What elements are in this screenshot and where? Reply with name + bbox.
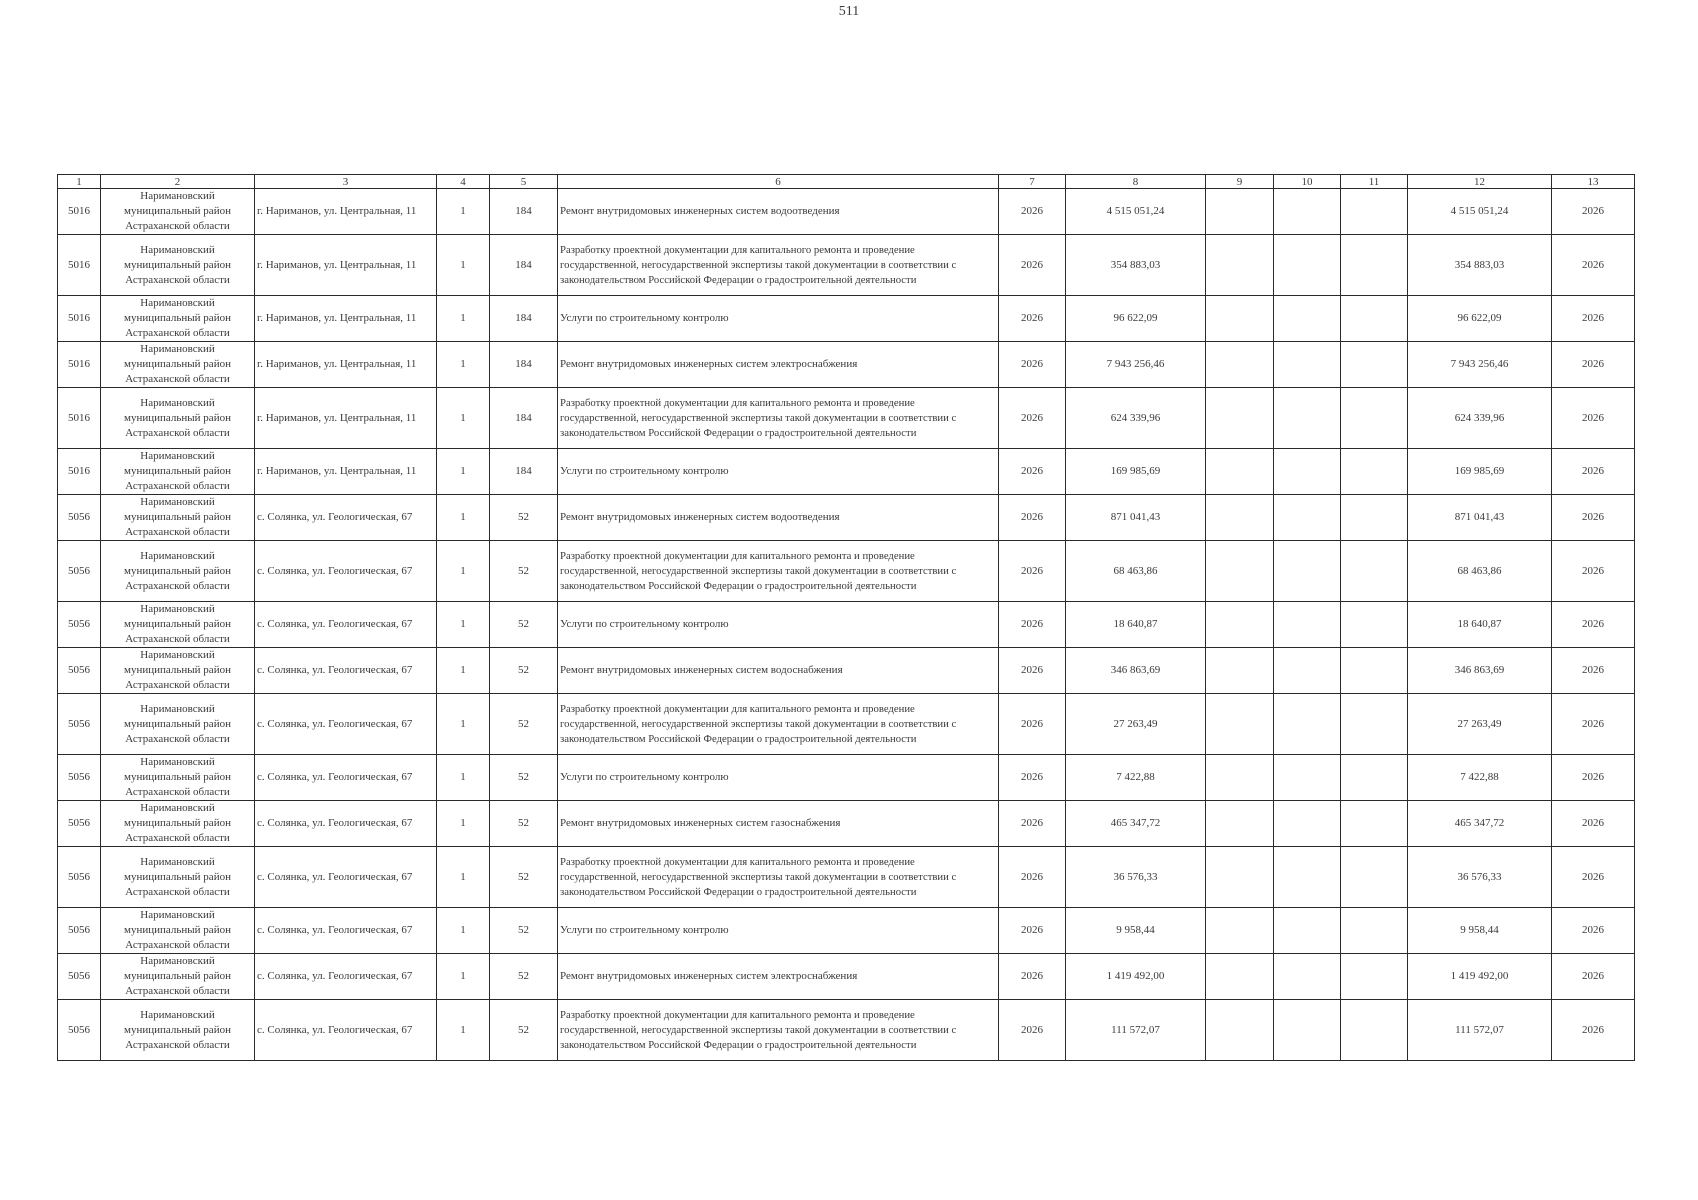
- col-10-cell: [1274, 847, 1341, 908]
- municipality-cell: Наримановский муниципальный район Астраханской области: [101, 342, 255, 388]
- cost-cell: 624 339,96: [1066, 388, 1206, 449]
- municipality-cell: Наримановский муниципальный район Астраханской области: [101, 908, 255, 954]
- col-11-cell: [1341, 954, 1408, 1000]
- table-row: [58, 495, 1635, 541]
- col-11-cell: [1341, 541, 1408, 602]
- house-id-cell: 5056: [58, 847, 101, 908]
- column-number: 8: [1066, 175, 1206, 189]
- year-cell: 2026: [999, 847, 1066, 908]
- col-10-cell: [1274, 954, 1341, 1000]
- year-cell: 2026: [999, 388, 1066, 449]
- col-10-cell: [1274, 189, 1341, 235]
- house-id-cell: 5016: [58, 342, 101, 388]
- col-9-cell: [1206, 495, 1274, 541]
- col-9-cell: [1206, 755, 1274, 801]
- col-4-cell: 1: [437, 1000, 490, 1061]
- col-11-cell: [1341, 908, 1408, 954]
- col-5-cell: 52: [490, 495, 558, 541]
- municipality-cell: Наримановский муниципальный район Астраханской области: [101, 954, 255, 1000]
- table-row: [58, 342, 1635, 388]
- col-4-cell: 1: [437, 755, 490, 801]
- col-5-cell: 52: [490, 602, 558, 648]
- municipality-cell: Наримановский муниципальный район Астраханской области: [101, 1000, 255, 1061]
- col-11-cell: [1341, 388, 1408, 449]
- work-type-cell: Ремонт внутридомовых инженерных систем электроснабжения: [558, 954, 999, 1000]
- column-number-row: [58, 175, 1635, 189]
- column-number: 5: [490, 175, 558, 189]
- completion-year-cell: 2026: [1552, 541, 1635, 602]
- completion-year-cell: 2026: [1552, 908, 1635, 954]
- cost-cell: 346 863,69: [1066, 648, 1206, 694]
- table-row: [58, 908, 1635, 954]
- col-10-cell: [1274, 908, 1341, 954]
- col-4-cell: 1: [437, 388, 490, 449]
- address-cell: г. Нариманов, ул. Центральная, 11: [255, 296, 437, 342]
- year-cell: 2026: [999, 648, 1066, 694]
- col-11-cell: [1341, 801, 1408, 847]
- completion-year-cell: 2026: [1552, 694, 1635, 755]
- cost-cell: 111 572,07: [1066, 1000, 1206, 1061]
- address-cell: с. Солянка, ул. Геологическая, 67: [255, 495, 437, 541]
- col-5-cell: 52: [490, 954, 558, 1000]
- col-4-cell: 1: [437, 541, 490, 602]
- year-cell: 2026: [999, 908, 1066, 954]
- col-5-cell: 52: [490, 908, 558, 954]
- address-cell: с. Солянка, ул. Геологическая, 67: [255, 847, 437, 908]
- address-cell: с. Солянка, ул. Геологическая, 67: [255, 954, 437, 1000]
- col-5-cell: 52: [490, 648, 558, 694]
- table-row: [58, 801, 1635, 847]
- table-row: [58, 189, 1635, 235]
- year-cell: 2026: [999, 342, 1066, 388]
- work-type-cell: Разработку проектной документации для капитального ремонта и проведение государственной, негосударственной экспертизы такой документации в соответствии с законодательством Российской Федерации о градостроительной деятельности: [558, 694, 999, 755]
- cost-cell: 36 576,33: [1066, 847, 1206, 908]
- col-9-cell: [1206, 388, 1274, 449]
- year-cell: 2026: [999, 801, 1066, 847]
- col-4-cell: 1: [437, 235, 490, 296]
- col-10-cell: [1274, 602, 1341, 648]
- completion-year-cell: 2026: [1552, 648, 1635, 694]
- col-10-cell: [1274, 449, 1341, 495]
- col-4-cell: 1: [437, 342, 490, 388]
- col-9-cell: [1206, 189, 1274, 235]
- col-4-cell: 1: [437, 694, 490, 755]
- address-cell: с. Солянка, ул. Геологическая, 67: [255, 648, 437, 694]
- completion-year-cell: 2026: [1552, 495, 1635, 541]
- col-10-cell: [1274, 801, 1341, 847]
- year-cell: 2026: [999, 296, 1066, 342]
- work-type-cell: Ремонт внутридомовых инженерных систем электроснабжения: [558, 342, 999, 388]
- house-id-cell: 5056: [58, 648, 101, 694]
- col-10-cell: [1274, 648, 1341, 694]
- cost-cell: 7 422,88: [1066, 755, 1206, 801]
- year-cell: 2026: [999, 495, 1066, 541]
- house-id-cell: 5016: [58, 235, 101, 296]
- col-5-cell: 184: [490, 342, 558, 388]
- year-cell: 2026: [999, 954, 1066, 1000]
- column-number: 9: [1206, 175, 1274, 189]
- col-4-cell: 1: [437, 847, 490, 908]
- cost-cell: 871 041,43: [1066, 495, 1206, 541]
- total-cost-cell: 624 339,96: [1408, 388, 1552, 449]
- cost-cell: 27 263,49: [1066, 694, 1206, 755]
- col-9-cell: [1206, 908, 1274, 954]
- work-type-cell: Ремонт внутридомовых инженерных систем водоотведения: [558, 189, 999, 235]
- total-cost-cell: 36 576,33: [1408, 847, 1552, 908]
- completion-year-cell: 2026: [1552, 801, 1635, 847]
- col-5-cell: 184: [490, 449, 558, 495]
- completion-year-cell: 2026: [1552, 755, 1635, 801]
- repair-register-table: [57, 174, 1635, 1061]
- table-row: [58, 694, 1635, 755]
- year-cell: 2026: [999, 694, 1066, 755]
- work-type-cell: Ремонт внутридомовых инженерных систем водоотведения: [558, 495, 999, 541]
- col-11-cell: [1341, 296, 1408, 342]
- address-cell: г. Нариманов, ул. Центральная, 11: [255, 342, 437, 388]
- completion-year-cell: 2026: [1552, 342, 1635, 388]
- col-5-cell: 184: [490, 296, 558, 342]
- col-5-cell: 52: [490, 541, 558, 602]
- work-type-cell: Ремонт внутридомовых инженерных систем водоснабжения: [558, 648, 999, 694]
- address-cell: с. Солянка, ул. Геологическая, 67: [255, 602, 437, 648]
- completion-year-cell: 2026: [1552, 189, 1635, 235]
- work-type-cell: Разработку проектной документации для капитального ремонта и проведение государственной, негосударственной экспертизы такой документации в соответствии с законодательством Российской Федерации о градостроительной деятельности: [558, 847, 999, 908]
- col-11-cell: [1341, 1000, 1408, 1061]
- col-9-cell: [1206, 296, 1274, 342]
- column-number: 2: [101, 175, 255, 189]
- col-4-cell: 1: [437, 296, 490, 342]
- table-row: [58, 296, 1635, 342]
- house-id-cell: 5056: [58, 801, 101, 847]
- col-4-cell: 1: [437, 602, 490, 648]
- cost-cell: 9 958,44: [1066, 908, 1206, 954]
- col-5-cell: 184: [490, 189, 558, 235]
- total-cost-cell: 871 041,43: [1408, 495, 1552, 541]
- col-9-cell: [1206, 541, 1274, 602]
- col-9-cell: [1206, 801, 1274, 847]
- table-row: [58, 235, 1635, 296]
- col-9-cell: [1206, 954, 1274, 1000]
- municipality-cell: Наримановский муниципальный район Астраханской области: [101, 296, 255, 342]
- total-cost-cell: 465 347,72: [1408, 801, 1552, 847]
- col-4-cell: 1: [437, 954, 490, 1000]
- cost-cell: 96 622,09: [1066, 296, 1206, 342]
- house-id-cell: 5056: [58, 495, 101, 541]
- completion-year-cell: 2026: [1552, 954, 1635, 1000]
- total-cost-cell: 7 943 256,46: [1408, 342, 1552, 388]
- address-cell: с. Солянка, ул. Геологическая, 67: [255, 1000, 437, 1061]
- address-cell: г. Нариманов, ул. Центральная, 11: [255, 449, 437, 495]
- column-number: 11: [1341, 175, 1408, 189]
- table-row: [58, 1000, 1635, 1061]
- municipality-cell: Наримановский муниципальный район Астраханской области: [101, 449, 255, 495]
- municipality-cell: Наримановский муниципальный район Астраханской области: [101, 694, 255, 755]
- cost-cell: 4 515 051,24: [1066, 189, 1206, 235]
- col-11-cell: [1341, 847, 1408, 908]
- completion-year-cell: 2026: [1552, 296, 1635, 342]
- column-number: 10: [1274, 175, 1341, 189]
- col-4-cell: 1: [437, 189, 490, 235]
- municipality-cell: Наримановский муниципальный район Астраханской области: [101, 541, 255, 602]
- municipality-cell: Наримановский муниципальный район Астраханской области: [101, 755, 255, 801]
- house-id-cell: 5056: [58, 908, 101, 954]
- column-number: 1: [58, 175, 101, 189]
- col-11-cell: [1341, 449, 1408, 495]
- completion-year-cell: 2026: [1552, 235, 1635, 296]
- table-row: [58, 449, 1635, 495]
- col-10-cell: [1274, 755, 1341, 801]
- year-cell: 2026: [999, 541, 1066, 602]
- work-type-cell: Услуги по строительному контролю: [558, 449, 999, 495]
- col-9-cell: [1206, 694, 1274, 755]
- total-cost-cell: 1 419 492,00: [1408, 954, 1552, 1000]
- municipality-cell: Наримановский муниципальный район Астраханской области: [101, 388, 255, 449]
- municipality-cell: Наримановский муниципальный район Астраханской области: [101, 648, 255, 694]
- municipality-cell: Наримановский муниципальный район Астраханской области: [101, 189, 255, 235]
- year-cell: 2026: [999, 602, 1066, 648]
- cost-cell: 465 347,72: [1066, 801, 1206, 847]
- work-type-cell: Разработку проектной документации для капитального ремонта и проведение государственной, негосударственной экспертизы такой документации в соответствии с законодательством Российской Федерации о градостроительной деятельности: [558, 235, 999, 296]
- house-id-cell: 5056: [58, 954, 101, 1000]
- total-cost-cell: 27 263,49: [1408, 694, 1552, 755]
- col-5-cell: 52: [490, 801, 558, 847]
- col-5-cell: 184: [490, 235, 558, 296]
- work-type-cell: Ремонт внутридомовых инженерных систем газоснабжения: [558, 801, 999, 847]
- column-number: 13: [1552, 175, 1635, 189]
- completion-year-cell: 2026: [1552, 1000, 1635, 1061]
- column-number: 4: [437, 175, 490, 189]
- house-id-cell: 5016: [58, 189, 101, 235]
- work-type-cell: Разработку проектной документации для капитального ремонта и проведение государственной, негосударственной экспертизы такой документации в соответствии с законодательством Российской Федерации о градостроительной деятельности: [558, 541, 999, 602]
- col-11-cell: [1341, 694, 1408, 755]
- completion-year-cell: 2026: [1552, 449, 1635, 495]
- col-9-cell: [1206, 449, 1274, 495]
- municipality-cell: Наримановский муниципальный район Астраханской области: [101, 495, 255, 541]
- total-cost-cell: 4 515 051,24: [1408, 189, 1552, 235]
- col-9-cell: [1206, 1000, 1274, 1061]
- cost-cell: 68 463,86: [1066, 541, 1206, 602]
- table-row: [58, 954, 1635, 1000]
- year-cell: 2026: [999, 755, 1066, 801]
- col-10-cell: [1274, 342, 1341, 388]
- column-number: 6: [558, 175, 999, 189]
- col-9-cell: [1206, 847, 1274, 908]
- address-cell: с. Солянка, ул. Геологическая, 67: [255, 755, 437, 801]
- col-5-cell: 52: [490, 755, 558, 801]
- house-id-cell: 5056: [58, 755, 101, 801]
- municipality-cell: Наримановский муниципальный район Астраханской области: [101, 801, 255, 847]
- col-10-cell: [1274, 694, 1341, 755]
- work-type-cell: Услуги по строительному контролю: [558, 602, 999, 648]
- col-11-cell: [1341, 342, 1408, 388]
- table-row: [58, 388, 1635, 449]
- completion-year-cell: 2026: [1552, 847, 1635, 908]
- col-9-cell: [1206, 648, 1274, 694]
- house-id-cell: 5056: [58, 1000, 101, 1061]
- address-cell: с. Солянка, ул. Геологическая, 67: [255, 541, 437, 602]
- address-cell: г. Нариманов, ул. Центральная, 11: [255, 189, 437, 235]
- col-5-cell: 184: [490, 388, 558, 449]
- col-4-cell: 1: [437, 648, 490, 694]
- table-row: [58, 847, 1635, 908]
- col-4-cell: 1: [437, 495, 490, 541]
- col-11-cell: [1341, 648, 1408, 694]
- house-id-cell: 5016: [58, 388, 101, 449]
- total-cost-cell: 111 572,07: [1408, 1000, 1552, 1061]
- table-row: [58, 602, 1635, 648]
- work-type-cell: Разработку проектной документации для капитального ремонта и проведение государственной, негосударственной экспертизы такой документации в соответствии с законодательством Российской Федерации о градостроительной деятельности: [558, 1000, 999, 1061]
- cost-cell: 354 883,03: [1066, 235, 1206, 296]
- total-cost-cell: 169 985,69: [1408, 449, 1552, 495]
- col-4-cell: 1: [437, 801, 490, 847]
- municipality-cell: Наримановский муниципальный район Астраханской области: [101, 602, 255, 648]
- total-cost-cell: 68 463,86: [1408, 541, 1552, 602]
- completion-year-cell: 2026: [1552, 602, 1635, 648]
- year-cell: 2026: [999, 235, 1066, 296]
- col-10-cell: [1274, 1000, 1341, 1061]
- house-id-cell: 5056: [58, 694, 101, 755]
- col-10-cell: [1274, 235, 1341, 296]
- year-cell: 2026: [999, 449, 1066, 495]
- col-10-cell: [1274, 388, 1341, 449]
- col-9-cell: [1206, 235, 1274, 296]
- total-cost-cell: 18 640,87: [1408, 602, 1552, 648]
- col-11-cell: [1341, 602, 1408, 648]
- col-4-cell: 1: [437, 449, 490, 495]
- house-id-cell: 5016: [58, 296, 101, 342]
- col-10-cell: [1274, 296, 1341, 342]
- col-10-cell: [1274, 541, 1341, 602]
- address-cell: г. Нариманов, ул. Центральная, 11: [255, 235, 437, 296]
- col-10-cell: [1274, 495, 1341, 541]
- cost-cell: 7 943 256,46: [1066, 342, 1206, 388]
- total-cost-cell: 346 863,69: [1408, 648, 1552, 694]
- cost-cell: 169 985,69: [1066, 449, 1206, 495]
- table-row: [58, 648, 1635, 694]
- total-cost-cell: 7 422,88: [1408, 755, 1552, 801]
- year-cell: 2026: [999, 1000, 1066, 1061]
- year-cell: 2026: [999, 189, 1066, 235]
- address-cell: с. Солянка, ул. Геологическая, 67: [255, 694, 437, 755]
- col-11-cell: [1341, 235, 1408, 296]
- total-cost-cell: 354 883,03: [1408, 235, 1552, 296]
- address-cell: г. Нариманов, ул. Центральная, 11: [255, 388, 437, 449]
- col-9-cell: [1206, 602, 1274, 648]
- page-number: 511: [838, 4, 860, 19]
- total-cost-cell: 9 958,44: [1408, 908, 1552, 954]
- address-cell: с. Солянка, ул. Геологическая, 67: [255, 908, 437, 954]
- house-id-cell: 5016: [58, 449, 101, 495]
- work-type-cell: Услуги по строительному контролю: [558, 755, 999, 801]
- table-row: [58, 541, 1635, 602]
- municipality-cell: Наримановский муниципальный район Астраханской области: [101, 847, 255, 908]
- column-number: 12: [1408, 175, 1552, 189]
- work-type-cell: Услуги по строительному контролю: [558, 908, 999, 954]
- col-4-cell: 1: [437, 908, 490, 954]
- col-5-cell: 52: [490, 847, 558, 908]
- house-id-cell: 5056: [58, 602, 101, 648]
- col-11-cell: [1341, 189, 1408, 235]
- total-cost-cell: 96 622,09: [1408, 296, 1552, 342]
- col-9-cell: [1206, 342, 1274, 388]
- col-11-cell: [1341, 755, 1408, 801]
- cost-cell: 18 640,87: [1066, 602, 1206, 648]
- table-row: [58, 755, 1635, 801]
- col-11-cell: [1341, 495, 1408, 541]
- work-type-cell: Услуги по строительному контролю: [558, 296, 999, 342]
- cost-cell: 1 419 492,00: [1066, 954, 1206, 1000]
- column-number: 3: [255, 175, 437, 189]
- address-cell: с. Солянка, ул. Геологическая, 67: [255, 801, 437, 847]
- completion-year-cell: 2026: [1552, 388, 1635, 449]
- column-number: 7: [999, 175, 1066, 189]
- municipality-cell: Наримановский муниципальный район Астраханской области: [101, 235, 255, 296]
- col-5-cell: 52: [490, 1000, 558, 1061]
- work-type-cell: Разработку проектной документации для капитального ремонта и проведение государственной, негосударственной экспертизы такой документации в соответствии с законодательством Российской Федерации о градостроительной деятельности: [558, 388, 999, 449]
- col-5-cell: 52: [490, 694, 558, 755]
- house-id-cell: 5056: [58, 541, 101, 602]
